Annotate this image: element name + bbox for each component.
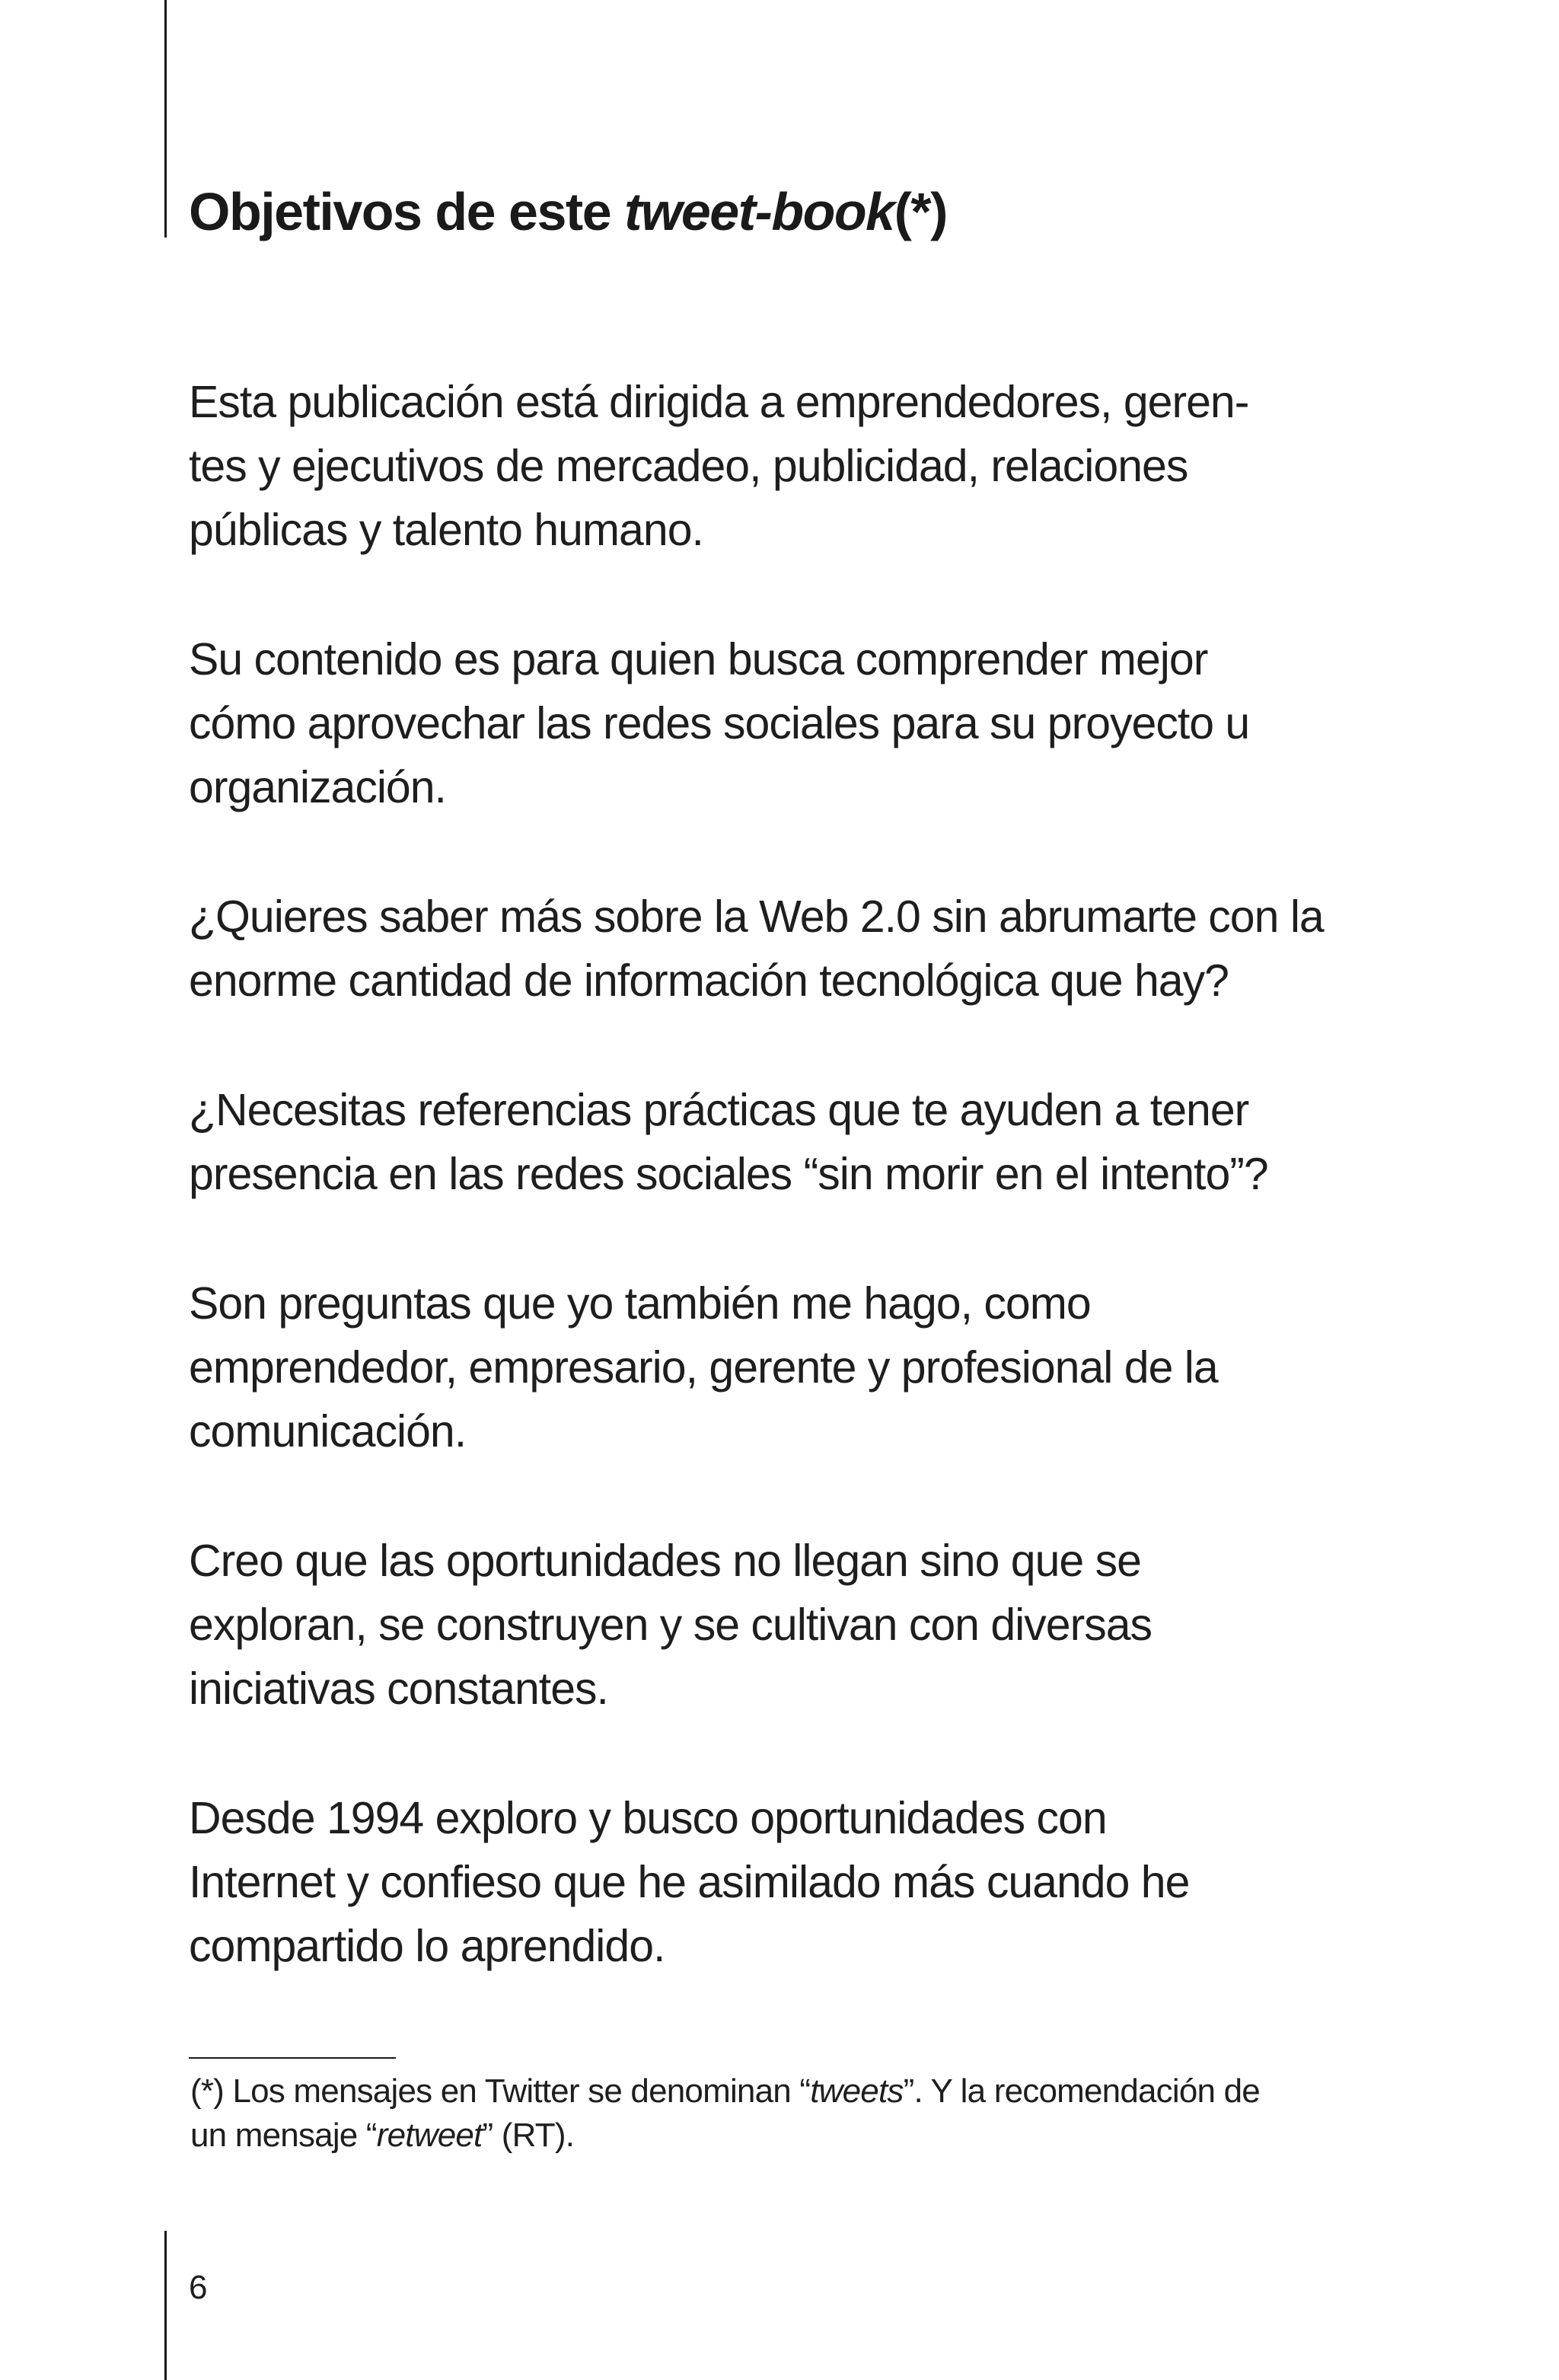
paragraph-content: [189, 627, 1331, 819]
paragraph-question-references: [189, 1078, 1331, 1206]
paragraph-line: Son preguntas que yo también me hago, como: [189, 1278, 1091, 1329]
paragraph-line: Creo que las oportunidades no llegan sino que se: [189, 1536, 1141, 1586]
footnote-divider: [189, 2057, 396, 2059]
paragraph-since-1994: [189, 1786, 1331, 1978]
paragraph-line: ¿Necesitas referencias prácticas que te ayuden a tener: [189, 1085, 1249, 1135]
paragraph-line: Internet y confieso que he asimilado más cuando he: [189, 1857, 1190, 1907]
title-prefix: Objetivos de este: [189, 182, 625, 241]
page-number: 6: [189, 2269, 208, 2306]
paragraph-line: exploran, se construyen y se cultivan con diversas: [189, 1600, 1153, 1650]
paragraph-line: enorme cantidad de información tecnológica que hay?: [189, 956, 1229, 1006]
margin-rule-bottom: [164, 2231, 167, 2380]
footnote-text: (*) Los mensajes en Twitter se denominan “: [190, 2072, 811, 2110]
paragraph-line: Desde 1994 exploro y busco oportunidades con: [189, 1793, 1107, 1843]
paragraph-line: tes y ejecutivos de mercadeo, publicidad, relaciones: [189, 441, 1188, 491]
paragraph-line: ¿Quieres saber más sobre la Web 2.0 sin abrumarte con la: [189, 892, 1324, 942]
footnote-line-1: [190, 2069, 1332, 2114]
paragraph-line: Su contenido es para quien busca comprender mejor: [189, 634, 1208, 684]
paragraph-line: Esta publicación está dirigida a emprendedores, geren-: [189, 377, 1249, 427]
title-italic: tweet-book: [624, 182, 894, 241]
paragraph-line: emprendedor, empresario, gerente y profesional de la: [189, 1342, 1218, 1393]
body-text: [189, 370, 1331, 2043]
paragraph-author-questions: [189, 1271, 1331, 1463]
footnote-italic-term: tweets: [810, 2072, 904, 2110]
paragraph-line: presencia en las redes sociales “sin morir en el intento”?: [189, 1149, 1268, 1199]
paragraph-line: cómo aprovechar las redes sociales para su proyecto u: [189, 698, 1250, 748]
paragraph-audience: [189, 370, 1331, 562]
paragraph-line: comunicación.: [189, 1406, 467, 1456]
footnote-text: ”. Y la recomendación de: [903, 2072, 1260, 2110]
paragraph-line: organización.: [189, 762, 446, 812]
footnote-line-2: [190, 2114, 1332, 2158]
paragraph-line: públicas y talento humano.: [189, 505, 703, 555]
page-title: [189, 180, 947, 244]
paragraph-opportunities: [189, 1529, 1331, 1721]
footnote-text: un mensaje “: [190, 2117, 377, 2154]
title-suffix: (*): [894, 182, 947, 241]
paragraph-question-web: [189, 885, 1331, 1013]
paragraph-line: compartido lo aprendido.: [189, 1921, 665, 1971]
paragraph-line: iniciativas constantes.: [189, 1664, 608, 1714]
footnote: [190, 2069, 1332, 2158]
footnote-italic-term: retweet: [376, 2117, 483, 2154]
footnote-text: ” (RT).: [482, 2117, 575, 2154]
margin-rule-top: [164, 0, 167, 238]
